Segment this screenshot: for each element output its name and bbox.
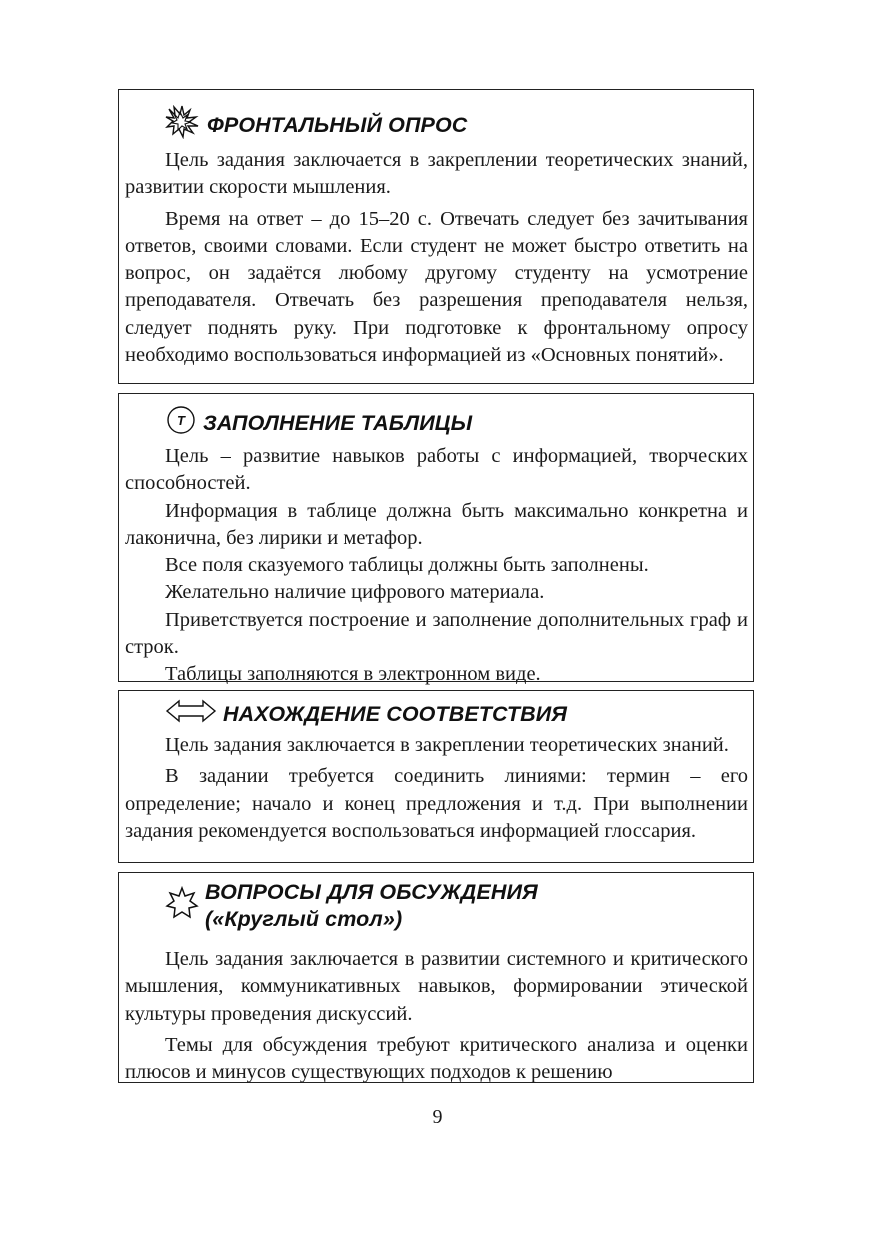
section-title: НАХОЖДЕНИЕ СООТВЕТСТВИЯ xyxy=(223,701,568,726)
paragraph: Информация в таблице должна быть максимально конкретна и лаконична, без лирики и метафор. xyxy=(125,499,748,549)
section-title: ЗАПОЛНЕНИЕ ТАБЛИЦЫ xyxy=(203,410,473,435)
table-circle-icon xyxy=(165,404,197,442)
section-heading xyxy=(165,404,748,442)
page-number: 9 xyxy=(432,1106,443,1128)
paragraph: В задании требуется соединить линиями: термин – его определение; начало и конец предложения и т.д. При выполнении задания рекомендуется воспользоваться информацией глоссария. xyxy=(125,765,748,842)
section-heading xyxy=(165,105,748,145)
paragraph: Цель задания заключается в развитии системного и критического мышления, коммуникативных навыков, формировании этической культуры проведения дискуссий. xyxy=(125,948,748,1025)
paragraph: Цель задания заключается в закреплении теоретических знаний, развитии скорости мышления. xyxy=(125,149,748,199)
paragraph: Темы для обсуждения требуют критического анализа и оценки плюсов и минусов существующих подходов к решению xyxy=(125,1033,748,1084)
paragraph: Таблицы заполняются в электронном виде. xyxy=(165,663,541,686)
section-discussion xyxy=(118,872,754,1083)
section-title: ФРОНТАЛЬНЫЙ ОПРОС xyxy=(207,112,468,137)
paragraph: Цель – развитие навыков работы с информацией, творческих способностей. xyxy=(125,445,748,495)
section-heading xyxy=(165,880,748,932)
svg-text:Т: Т xyxy=(176,413,186,428)
section-table-fill xyxy=(118,393,754,686)
paragraph: Время на ответ – до 15–20 с. Отвечать следует без зачитывания ответов, своими словами. Если студент не может быстро ответить на вопрос, он задаётся любому другому студенту на усмотрение преподавателя. Отвечать без разрешения преподавателя нельзя, следует поднять руку. При подготовке к фронтальному опросу необходимо воспользоваться информацией из «Основных понятий». xyxy=(125,207,748,367)
section-title: ВОПРОСЫ ДЛЯ ОБСУЖДЕНИЯ xyxy=(205,880,538,904)
double-arrow-icon xyxy=(165,698,217,730)
star-outline-icon xyxy=(165,886,199,926)
section-subtitle: («Круглый стол») xyxy=(205,907,403,931)
paragraph: Все поля сказуемого таблицы должны быть заполнены. xyxy=(165,554,649,577)
paragraph: Приветствуется построение и заполнение дополнительных граф и строк. xyxy=(125,608,748,659)
paragraph: Желательно наличие цифрового материала. xyxy=(165,581,545,604)
section-frontal-survey xyxy=(118,89,754,384)
section-heading xyxy=(165,698,748,730)
section-matching xyxy=(118,690,754,863)
paragraph: Цель задания заключается в закреплении теоретических знаний. xyxy=(165,734,729,756)
burst-icon xyxy=(165,105,201,145)
